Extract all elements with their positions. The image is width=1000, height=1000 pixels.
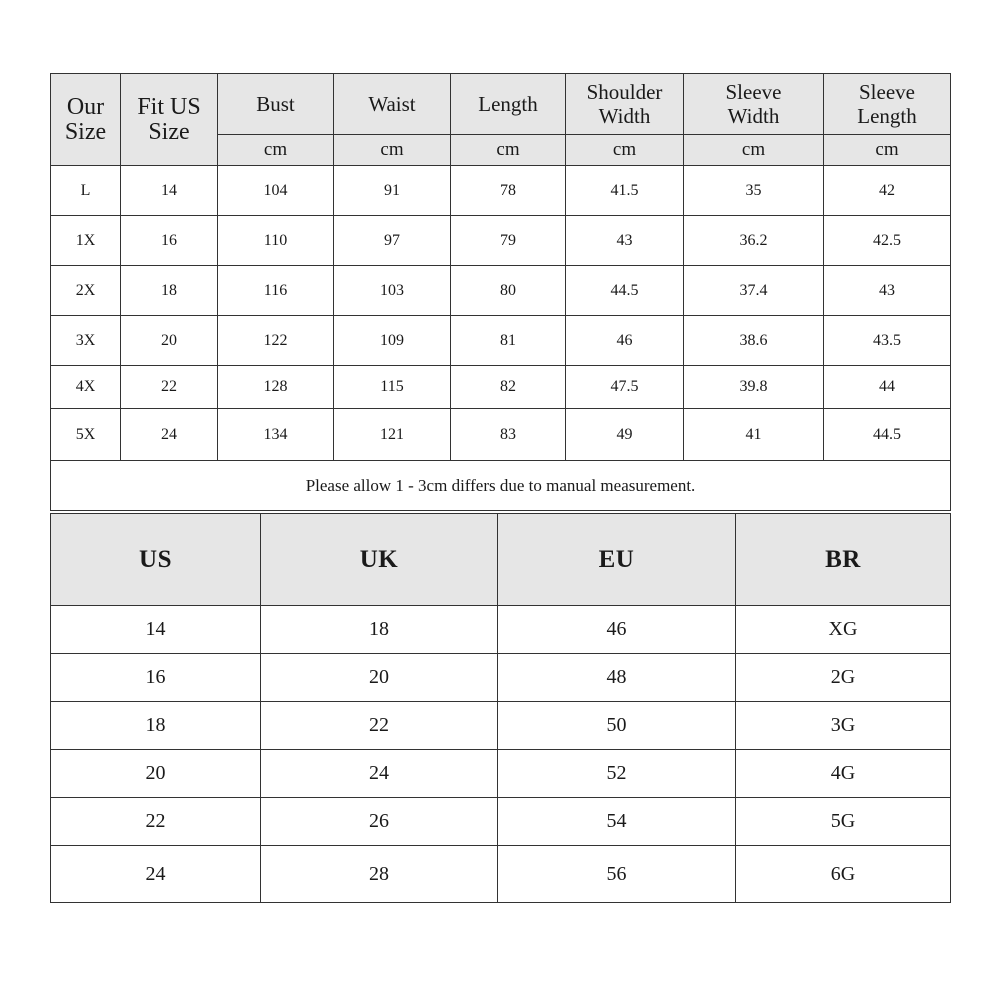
size-measurement-table — [50, 73, 951, 511]
header-shoulder-width — [566, 74, 684, 135]
cell-waist: 115 — [334, 366, 451, 409]
table-row — [51, 846, 951, 903]
table-row — [51, 266, 951, 316]
cell-waist: 109 — [334, 316, 451, 366]
cell-br: 3G — [736, 702, 951, 750]
header-eu: EU — [498, 514, 736, 606]
table-row — [51, 750, 951, 798]
cell-eu: 56 — [498, 846, 736, 903]
cell-uk: 22 — [261, 702, 498, 750]
cell-br: 5G — [736, 798, 951, 846]
cell-sleeve-length: 43 — [824, 266, 951, 316]
cell-sleeve-length: 44 — [824, 366, 951, 409]
cell-waist: 103 — [334, 266, 451, 316]
cell-our-size: L — [51, 166, 121, 216]
header-shoulder-width-line1: Shoulder — [586, 80, 663, 104]
cell-sleeve-length: 43.5 — [824, 316, 951, 366]
cell-eu: 54 — [498, 798, 736, 846]
header-our-size-line2: Size — [64, 118, 107, 145]
table-row — [51, 366, 951, 409]
header-our-size — [51, 74, 121, 166]
cell-length: 79 — [451, 216, 566, 266]
header-waist: Waist — [334, 74, 451, 135]
cell-bust: 122 — [218, 316, 334, 366]
header-fit-us-size-line2: Size — [148, 118, 190, 145]
cell-eu: 48 — [498, 654, 736, 702]
cell-length: 82 — [451, 366, 566, 409]
header-br: BR — [736, 514, 951, 606]
cell-shoulder-width: 41.5 — [566, 166, 684, 216]
cell-shoulder-width: 47.5 — [566, 366, 684, 409]
cell-sleeve-width: 35 — [684, 166, 824, 216]
table-row — [51, 216, 951, 266]
cell-bust: 110 — [218, 216, 334, 266]
cell-sleeve-width: 39.8 — [684, 366, 824, 409]
cell-us: 24 — [51, 846, 261, 903]
table-row — [51, 702, 951, 750]
cell-our-size: 5X — [51, 409, 121, 461]
cell-fit-us-size: 18 — [121, 266, 218, 316]
header-length: Length — [451, 74, 566, 135]
measurement-note: Please allow 1 - 3cm differs due to manual measurement. — [51, 461, 951, 511]
cell-shoulder-width: 49 — [566, 409, 684, 461]
cell-uk: 18 — [261, 606, 498, 654]
cell-sleeve-length: 44.5 — [824, 409, 951, 461]
cell-bust: 116 — [218, 266, 334, 316]
cell-us: 20 — [51, 750, 261, 798]
header-sleeve-length-line1: Sleeve — [859, 80, 915, 104]
cell-sleeve-length: 42 — [824, 166, 951, 216]
unit-length: cm — [451, 135, 566, 166]
cell-uk: 20 — [261, 654, 498, 702]
header-sleeve-width-line1: Sleeve — [725, 80, 782, 104]
cell-uk: 28 — [261, 846, 498, 903]
unit-sleeve-length: cm — [824, 135, 951, 166]
cell-sleeve-length: 42.5 — [824, 216, 951, 266]
cell-fit-us-size: 24 — [121, 409, 218, 461]
cell-uk: 26 — [261, 798, 498, 846]
unit-bust: cm — [218, 135, 334, 166]
header-our-size-line1: Our — [66, 93, 105, 120]
table-row — [51, 798, 951, 846]
header-sleeve-width — [684, 74, 824, 135]
cell-fit-us-size: 16 — [121, 216, 218, 266]
cell-fit-us-size: 14 — [121, 166, 218, 216]
cell-sleeve-width: 41 — [684, 409, 824, 461]
cell-us: 22 — [51, 798, 261, 846]
cell-shoulder-width: 43 — [566, 216, 684, 266]
cell-fit-us-size: 22 — [121, 366, 218, 409]
table-row — [51, 166, 951, 216]
cell-our-size: 1X — [51, 216, 121, 266]
cell-eu: 46 — [498, 606, 736, 654]
header-shoulder-width-line2: Width — [598, 104, 651, 128]
cell-length: 83 — [451, 409, 566, 461]
size-conversion-table — [50, 513, 951, 903]
cell-us: 16 — [51, 654, 261, 702]
header-uk: UK — [261, 514, 498, 606]
cell-eu: 52 — [498, 750, 736, 798]
cell-us: 18 — [51, 702, 261, 750]
cell-our-size: 2X — [51, 266, 121, 316]
table-row — [51, 409, 951, 461]
cell-eu: 50 — [498, 702, 736, 750]
cell-length: 80 — [451, 266, 566, 316]
cell-shoulder-width: 46 — [566, 316, 684, 366]
cell-br: 6G — [736, 846, 951, 903]
header-sleeve-length-line2: Length — [857, 104, 917, 128]
cell-waist: 97 — [334, 216, 451, 266]
cell-shoulder-width: 44.5 — [566, 266, 684, 316]
header-us: US — [51, 514, 261, 606]
cell-bust: 104 — [218, 166, 334, 216]
unit-waist: cm — [334, 135, 451, 166]
unit-sleeve-width: cm — [684, 135, 824, 166]
header-sleeve-width-line2: Width — [727, 104, 780, 128]
cell-us: 14 — [51, 606, 261, 654]
cell-bust: 128 — [218, 366, 334, 409]
cell-our-size: 3X — [51, 316, 121, 366]
cell-uk: 24 — [261, 750, 498, 798]
table-row — [51, 606, 951, 654]
unit-shoulder-width: cm — [566, 135, 684, 166]
cell-bust: 134 — [218, 409, 334, 461]
header-fit-us-size-line1: Fit US — [137, 93, 201, 120]
cell-our-size: 4X — [51, 366, 121, 409]
cell-br: 2G — [736, 654, 951, 702]
cell-fit-us-size: 20 — [121, 316, 218, 366]
cell-sleeve-width: 38.6 — [684, 316, 824, 366]
cell-sleeve-width: 36.2 — [684, 216, 824, 266]
cell-br: XG — [736, 606, 951, 654]
cell-waist: 121 — [334, 409, 451, 461]
cell-waist: 91 — [334, 166, 451, 216]
cell-sleeve-width: 37.4 — [684, 266, 824, 316]
header-fit-us-size — [121, 74, 218, 166]
table-row — [51, 316, 951, 366]
cell-length: 78 — [451, 166, 566, 216]
table-row — [51, 654, 951, 702]
cell-length: 81 — [451, 316, 566, 366]
cell-br: 4G — [736, 750, 951, 798]
header-bust: Bust — [218, 74, 334, 135]
header-sleeve-length — [824, 74, 951, 135]
